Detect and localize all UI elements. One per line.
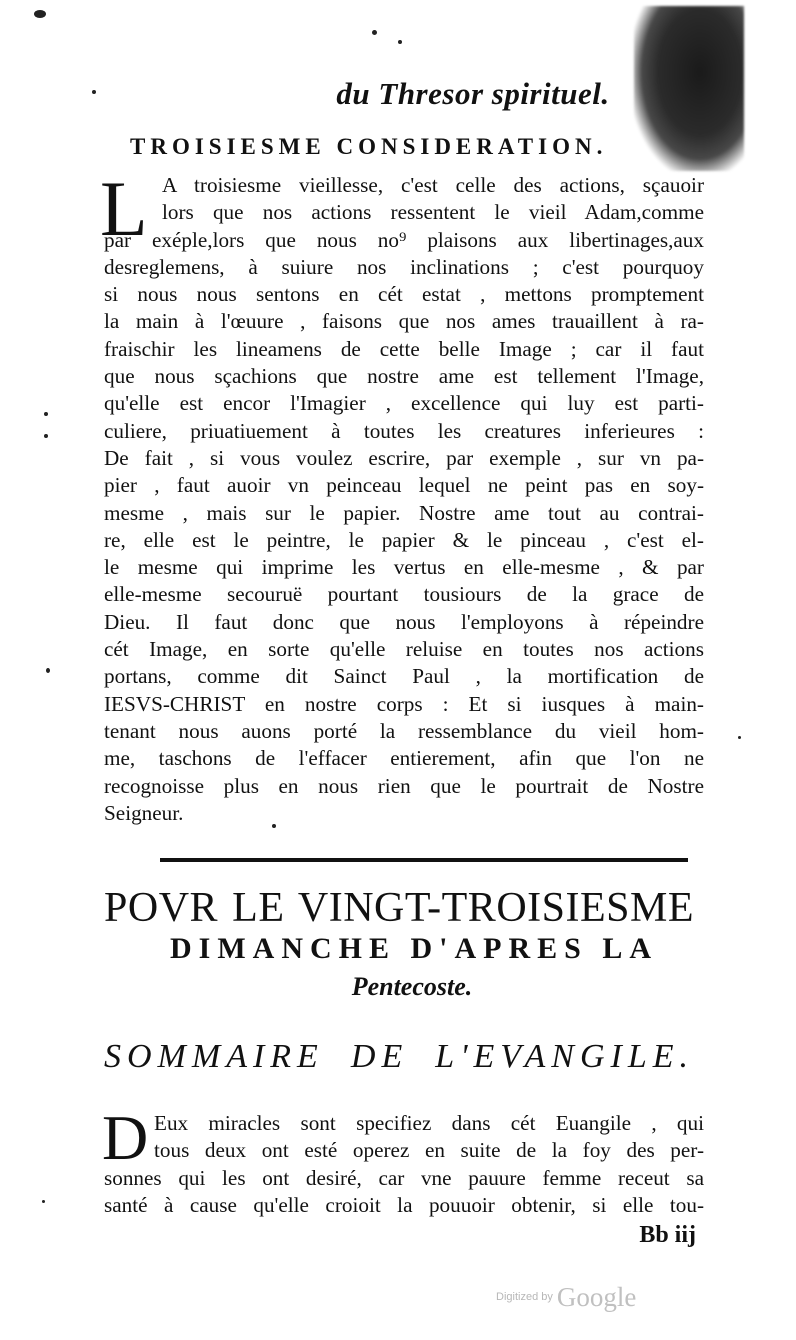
drop-cap: D xyxy=(102,1102,149,1173)
text-line: portans, comme dit Sainct Paul , la mortification de xyxy=(104,664,704,689)
ink-speck xyxy=(46,668,50,673)
text-line: De fait , si vous voulez escrire, par exemple , sur vn pa- xyxy=(104,445,704,470)
ink-speck xyxy=(34,10,46,18)
text-line: elle-mesme secouruë pourtant tousiours de la grace de xyxy=(104,582,704,607)
text-line: le mesme qui imprime les vertus en elle-mesme , & par xyxy=(104,555,704,580)
text-line: re, elle est le peintre, le papier & le pinceau , c'est el- xyxy=(104,527,704,552)
text-line: lors que nos actions ressentent le vieil Adam,comme xyxy=(162,200,704,225)
text-line: tenant nous auons porté la ressemblance du vieil hom- xyxy=(104,718,704,743)
text-line: cét Image, en sorte qu'elle reluise en toutes nos actions xyxy=(104,637,704,662)
summary-heading: SOMMAIRE DE L'EVANGILE. xyxy=(104,1038,694,1075)
text-line: recognoisse plus en nous rien que le pourtrait de Nostre xyxy=(104,773,704,798)
text-line: A troisiesme vieillesse, c'est celle des actions, sçauoir xyxy=(162,173,704,197)
text-line: me, taschons de l'effacer entierement, afin que l'on ne xyxy=(104,746,704,771)
paragraph-body xyxy=(104,1110,704,1219)
watermark-prefix: Digitized by xyxy=(496,1291,553,1303)
text-line: mesme , mais sur le papier. Nostre ame tout au contrai- xyxy=(104,500,704,525)
text-line: si nous nous sentons en cét estat , mettons promptement xyxy=(104,282,704,307)
text-line: Seigneur. xyxy=(104,800,184,825)
text-line: desreglemens, à suiure nos inclinations ; c'est pourquoy xyxy=(104,254,704,279)
text-line: santé à cause qu'elle croioit la pouuoir obtenir, si elle tou- xyxy=(104,1192,704,1217)
text-line: qu'elle est encor l'Imagier , excellence qui luy est parti- xyxy=(104,391,704,416)
chapter-title: POVR LE VINGT-TROISIESME xyxy=(104,885,694,931)
digitization-watermark xyxy=(496,1282,636,1313)
text-line: IESVS-CHRIST en nostre corps : Et si iusques à main- xyxy=(104,691,704,716)
running-head: du Thresor spirituel. xyxy=(336,76,610,111)
chapter-subtitle: DIMANCHE D'APRES LA xyxy=(170,932,659,965)
section-divider xyxy=(160,858,688,862)
ink-speck xyxy=(738,736,741,739)
chapter-subtitle-italic: Pentecoste. xyxy=(351,972,473,1001)
text-line: pier , faut auoir vn peinceau lequel ne peint pas en soy- xyxy=(104,473,704,498)
text-line: culiere, priuatiuement à toutes les creatures inferieures : xyxy=(104,418,704,443)
ink-speck xyxy=(398,40,402,44)
text-line: que nous sçachions que nostre ame est tellement l'Image, xyxy=(104,364,704,389)
drop-cap: L xyxy=(100,165,148,252)
text-line: Eux miracles sont specifiez dans cét Euangile , qui xyxy=(154,1111,704,1135)
watermark-brand: Google xyxy=(556,1282,637,1312)
section-title: TROISIESME CONSIDERATION. xyxy=(130,134,608,159)
text-line: fraischir les lineamens de cette belle Image ; car il faut xyxy=(104,336,704,361)
text-line: sonnes qui les ont desiré, car vne pauure femme receut sa xyxy=(104,1165,704,1190)
ink-speck xyxy=(372,30,377,35)
ink-speck xyxy=(42,1200,45,1203)
signature-mark: Bb iij xyxy=(639,1222,696,1248)
ink-speck xyxy=(44,412,48,416)
paragraph-body xyxy=(104,172,704,827)
text-line: par exéple,lors que nous no⁹ plaisons aux libertinages,aux xyxy=(104,227,704,252)
text-line: Dieu. Il faut donc que nous l'employons à répeindre xyxy=(104,609,704,634)
text-line: tous deux ont esté operez en suite de la foy des per- xyxy=(154,1138,704,1163)
text-line: la main à l'œuure , faisons que nos ames trauaillent à ra- xyxy=(104,309,704,334)
ink-speck xyxy=(44,434,48,438)
